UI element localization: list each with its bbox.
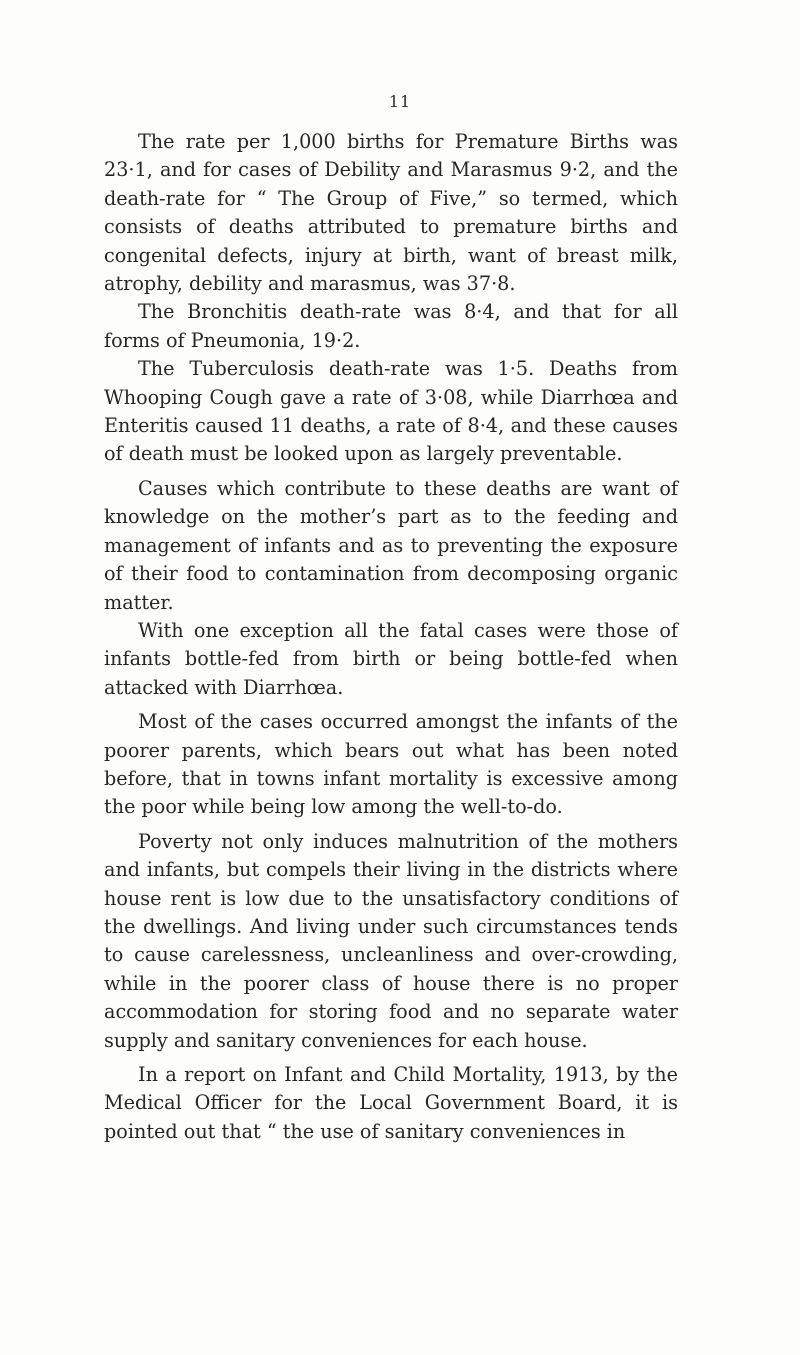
paragraph-bottle-fed: With one exception all the fatal cases were those of infants bottle-fed from birth or being bottle-fed when attacked with Diarrhœa. (104, 618, 678, 699)
page-number: 11 (388, 92, 412, 111)
paragraph-bronchitis: The Bronchitis death-rate was 8·4, and that for all forms of Pneumonia, 19·2. (104, 300, 678, 352)
paragraph-report: In a report on Infant and Child Mortality, 1913, by the Medical Officer for the Local Government Board, it is pointed out that “ the use of sanitary conveniences in (104, 1063, 678, 1143)
paragraph-poorer-parents: Most of the cases occurred amongst the infants of the poorer parents, which bears out what has been noted before, that in towns infant mortality is excessive among the poor while being low among the well-to-do. (104, 710, 678, 819)
paragraph-causes: Causes which contribute to these deaths are want of knowledge on the mother’s part as to the feeding and management of infants and as to preventing the exposure of their food to contamination from decomposing organic matter. (104, 476, 678, 614)
paragraph-tuberculosis: The Tuberculosis death-rate was 1·5. Deaths from Whooping Cough gave a rate of 3·08, while Diarrhœa and Enteritis caused 11 deaths, a rate of 8·4, and these causes of death must be looked upon as largely preventable. (104, 357, 678, 466)
paragraph-premature-births: The rate per 1,000 births for Premature Births was 23·1, and for cases of Debility and Marasmus 9·2, and the death-rate for “ The Group of Five,” so termed, which consists of deaths attributed to premature births and congenital defects, injury at birth, want of breast milk, atrophy, debility and marasmus, was 37·8. (104, 130, 678, 296)
paragraph-poverty: Poverty not only induces malnutrition of the mothers and infants, but compels their living in the districts where house rent is low due to the unsatisfactory conditions of the dwellings. And living under such circumstances tends to cause carelessness, uncleanliness and over-crowding, while in the poorer class of house there is no proper accommodation for storing food and no separate water supply and sanitary conveniences for each house. (104, 829, 678, 1052)
body-text (104, 128, 678, 1146)
